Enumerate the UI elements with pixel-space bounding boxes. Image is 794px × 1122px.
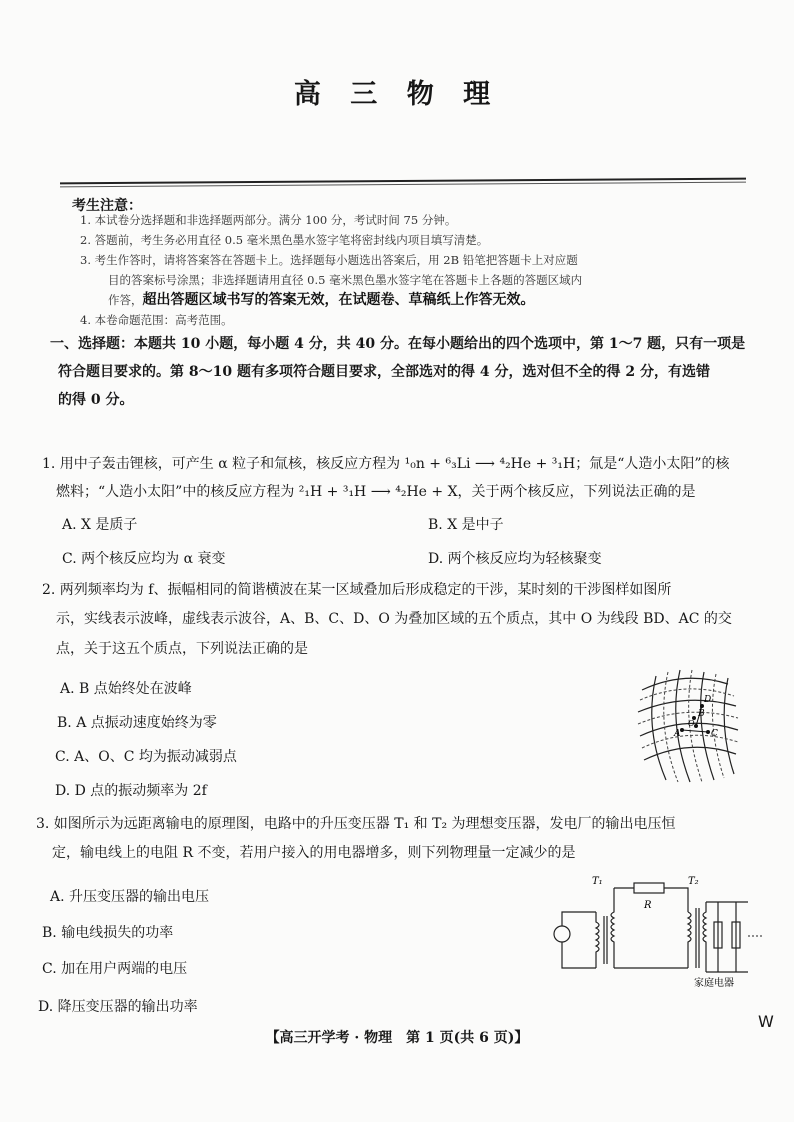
q1-option-d: D. 两个核反应均为轻核聚变 (428, 551, 602, 567)
q3-option-a: A. 升压变压器的输出电压 (50, 889, 210, 905)
question-3-stem (36, 810, 760, 868)
notice-block (80, 210, 760, 330)
figure-label-a: A (674, 729, 681, 739)
q1-line-2: 燃料；“人造小太阳”中的核反应方程为 ²₁H + ³₁H ⟶ ⁴₂He + X，关于两个核反应，下列说法正确的是 (56, 484, 696, 500)
q3-option-b: B. 输电线损失的功率 (42, 925, 174, 941)
corner-mark: W (758, 1012, 774, 1031)
label-t2: T₂ (688, 876, 699, 887)
q2-option-a: A. B 点始终处在波峰 (60, 681, 192, 697)
q1-option-a: A. X 是质子 (62, 517, 138, 533)
figure-label-d: D (704, 695, 712, 705)
q2-line-2: 示，实线表示波峰，虚线表示波谷，A、B、C、D、O 为叠加区域的五个质点，其中 O 为线段 BD、AC 的交 (56, 611, 732, 627)
section-line-1: 一、选择题：本题共 10 小题，每小题 4 分，共 40 分。在每小题给出的四个选项中，第 1～7 题，只有一项是 (50, 336, 746, 352)
label-household: 家庭电器 (694, 978, 734, 989)
interference-figure (636, 668, 740, 784)
q2-option-c: C. A、O、C 均为振动减弱点 (55, 749, 237, 765)
q2-option-d: D. D 点的振动频率为 2f (55, 783, 207, 799)
page-footer: 【高三开学考 · 物理 第 1 页(共 6 页)】 (265, 1030, 529, 1046)
notice-item-3-tail: 作答， (108, 293, 143, 307)
notice-item-4: 4. 本卷命题范围：高考范围。 (80, 313, 233, 327)
page-title: 高 三 物 理 (293, 79, 501, 110)
label-t1: T₁ (592, 876, 603, 887)
section-line-2: 符合题目要求的。第 8～10 题有多项符合题目要求，全部选对的得 4 分，选对但不全的得 2 分，有选错 (58, 364, 710, 380)
notice-item-3-end (80, 290, 760, 310)
q2-option-b: B. A 点振动速度始终为零 (57, 715, 217, 731)
question-1-stem (42, 450, 762, 506)
label-r: R (644, 900, 652, 911)
figure-label-o: O (688, 719, 695, 728)
notice-item-2: 2. 答题前，考生务必用直径 0.5 毫米黑色墨水签字笔将密封线内项目填写清楚。 (80, 233, 489, 247)
q2-line-3: 点，关于这五个质点，下列说法正确的是 (56, 641, 308, 657)
figure-label-c: C (711, 729, 718, 739)
q3-option-d: D. 降压变压器的输出功率 (38, 999, 198, 1015)
q2-line-1: 2. 两列频率均为 f、振幅相同的简谐横波在某一区域叠加后形成稳定的干涉，某时刻的干涉图样如图所 (42, 582, 672, 598)
generator-icon (554, 926, 570, 942)
question-2-stem (42, 576, 762, 664)
q3-line-1: 3. 如图所示为远距离输电的原理图，电路中的升压变压器 T₁ 和 T₂ 为理想变压器，发电厂的输出电压恒 (36, 816, 676, 832)
q3-option-c: C. 加在用户两端的电压 (42, 961, 188, 977)
notice-item-1: 1. 本试卷分选择题和非选择题两部分。满分 100 分，考试时间 75 分钟。 (80, 213, 457, 227)
figure-label-b: B (698, 709, 705, 719)
section-one-instructions (50, 330, 766, 414)
section-line-3: 的得 0 分。 (58, 392, 134, 408)
notice-heading: 考生注意： (72, 198, 142, 214)
notice-item-3-cont: 目的答案标号涂黑；非选择题请用直径 0.5 毫米黑色墨水签字笔在答题卡上各题的答题区域内 (108, 273, 583, 287)
q1-line-1: 1. 用中子轰击锂核，可产生 α 粒子和氚核，核反应方程为 ¹₀n + ⁶₃Li ⟶ ⁴₂He + ³₁H；氚是“人造小太阳”的核 (42, 456, 730, 472)
segment-ac (682, 730, 708, 732)
resistor-icon (634, 883, 664, 893)
notice-emphasis: 超出答题区域书写的答案无效，在试题卷、草稿纸上作答无效。 (142, 292, 535, 308)
transmission-circuit-figure (548, 872, 768, 992)
notice-item-3: 3. 考生作答时，请将答案答在答题卡上。选择题每小题选出答案后，用 2B 铅笔把答题卡上对应题 (80, 253, 578, 267)
q1-option-b: B. X 是中子 (428, 517, 504, 533)
q1-option-c: C. 两个核反应均为 α 衰变 (62, 551, 226, 567)
q3-line-2: 定，输电线上的电阻 R 不变，若用户接入的用电器增多，则下列物理量一定减少的是 (52, 845, 576, 861)
